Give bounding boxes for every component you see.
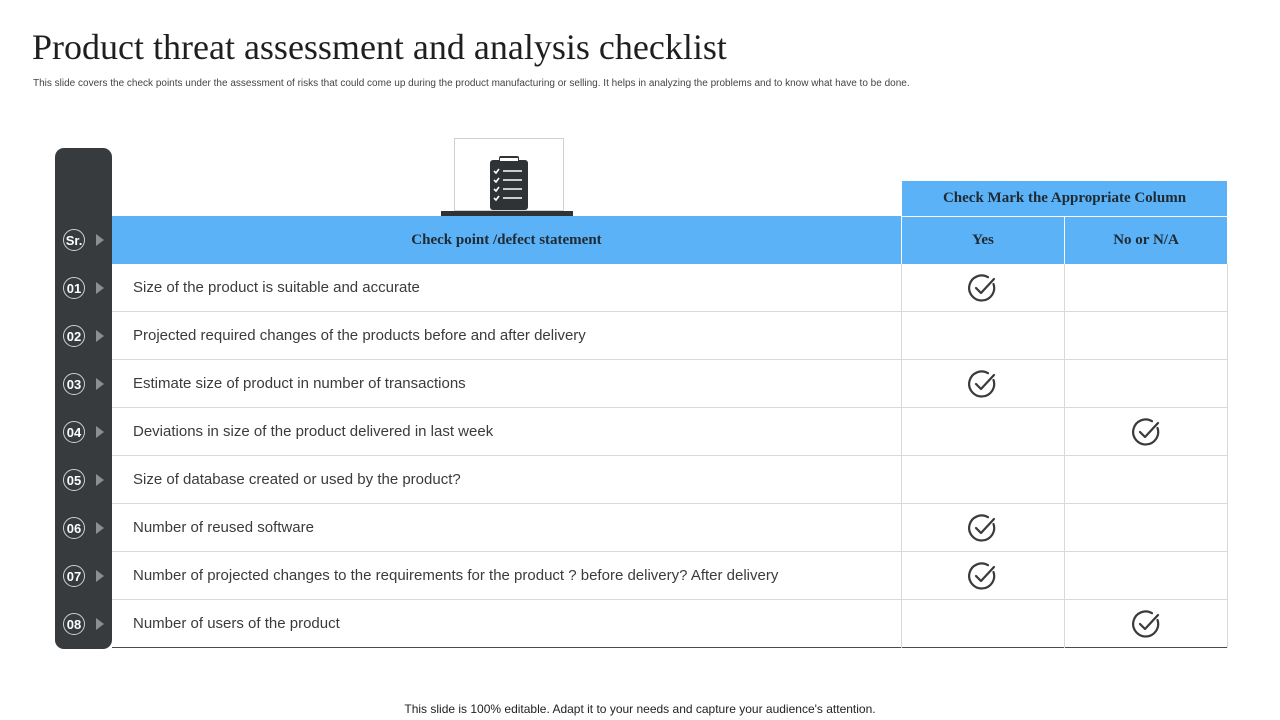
- arrow-right-icon: [96, 234, 104, 246]
- arrow-right-icon: [96, 522, 104, 534]
- table-row: [112, 552, 1227, 600]
- row-number-badge: 02: [63, 325, 85, 347]
- row-number-badge: 05: [63, 469, 85, 491]
- check-mark-icon: [1131, 417, 1161, 447]
- icon-frame: [454, 138, 564, 211]
- row-number-badge: 06: [63, 517, 85, 539]
- row-number-badge: 08: [63, 613, 85, 635]
- row-number-badge: 04: [63, 421, 85, 443]
- statement-header-label: Check point /defect statement: [411, 231, 602, 248]
- table-row: [112, 264, 1227, 312]
- check-mark-icon: [967, 273, 997, 303]
- arrow-right-icon: [96, 426, 104, 438]
- arrow-right-icon: [96, 474, 104, 486]
- no-header-label: No or N/A: [1113, 232, 1179, 248]
- table-row: [112, 456, 1227, 504]
- checkpoint-text: Size of the product is suitable and accurate: [133, 279, 420, 296]
- checkpoint-text: Number of users of the product: [133, 615, 340, 632]
- check-mark-icon: [967, 369, 997, 399]
- row-number-badge: 01: [63, 277, 85, 299]
- clipboard-checklist-icon: [489, 155, 529, 211]
- checkpoint-text: Number of projected changes to the requirements for the product ? before delivery? After delivery: [133, 567, 779, 584]
- check-mark-icon: [1131, 609, 1161, 639]
- arrow-right-icon: [96, 570, 104, 582]
- checkpoint-text: Number of reused software: [133, 519, 314, 536]
- row-number-badge: 07: [63, 565, 85, 587]
- no-header: [1064, 216, 1227, 264]
- page-subtitle: This slide covers the check points under the assessment of risks that could come up during the product manufacturing or selling. It helps in analyzing the problems and to know what have to be done.: [33, 78, 910, 89]
- table-row: [112, 360, 1227, 408]
- page-title: Product threat assessment and analysis checklist: [32, 27, 727, 67]
- table-row: [112, 408, 1227, 456]
- arrow-right-icon: [96, 282, 104, 294]
- column-divider: [1064, 264, 1065, 648]
- arrow-right-icon: [96, 618, 104, 630]
- checkpoint-text: Size of database created or used by the product?: [133, 471, 461, 488]
- yes-header: [901, 216, 1064, 264]
- number-sidebar: [55, 148, 112, 649]
- group-header: [901, 181, 1227, 216]
- group-header-label: Check Mark the Appropriate Column: [942, 190, 1187, 206]
- table-row: [112, 504, 1227, 552]
- column-divider: [901, 264, 902, 648]
- column-divider: [1227, 264, 1228, 648]
- sr-badge: Sr.: [63, 229, 85, 251]
- check-mark-icon: [967, 513, 997, 543]
- table-row: [112, 600, 1227, 648]
- checkpoint-text: Estimate size of product in number of transactions: [133, 375, 466, 392]
- row-number-badge: 03: [63, 373, 85, 395]
- arrow-right-icon: [96, 330, 104, 342]
- arrow-right-icon: [96, 378, 104, 390]
- check-mark-icon: [967, 561, 997, 591]
- footer-note: This slide is 100% editable. Adapt it to your needs and capture your audience's attention.: [404, 702, 876, 716]
- statement-header: [112, 216, 901, 264]
- table-row: [112, 312, 1227, 360]
- checkpoint-text: Deviations in size of the product delivered in last week: [133, 423, 494, 440]
- checkpoint-text: Projected required changes of the products before and after delivery: [133, 327, 586, 344]
- yes-header-label: Yes: [972, 232, 994, 248]
